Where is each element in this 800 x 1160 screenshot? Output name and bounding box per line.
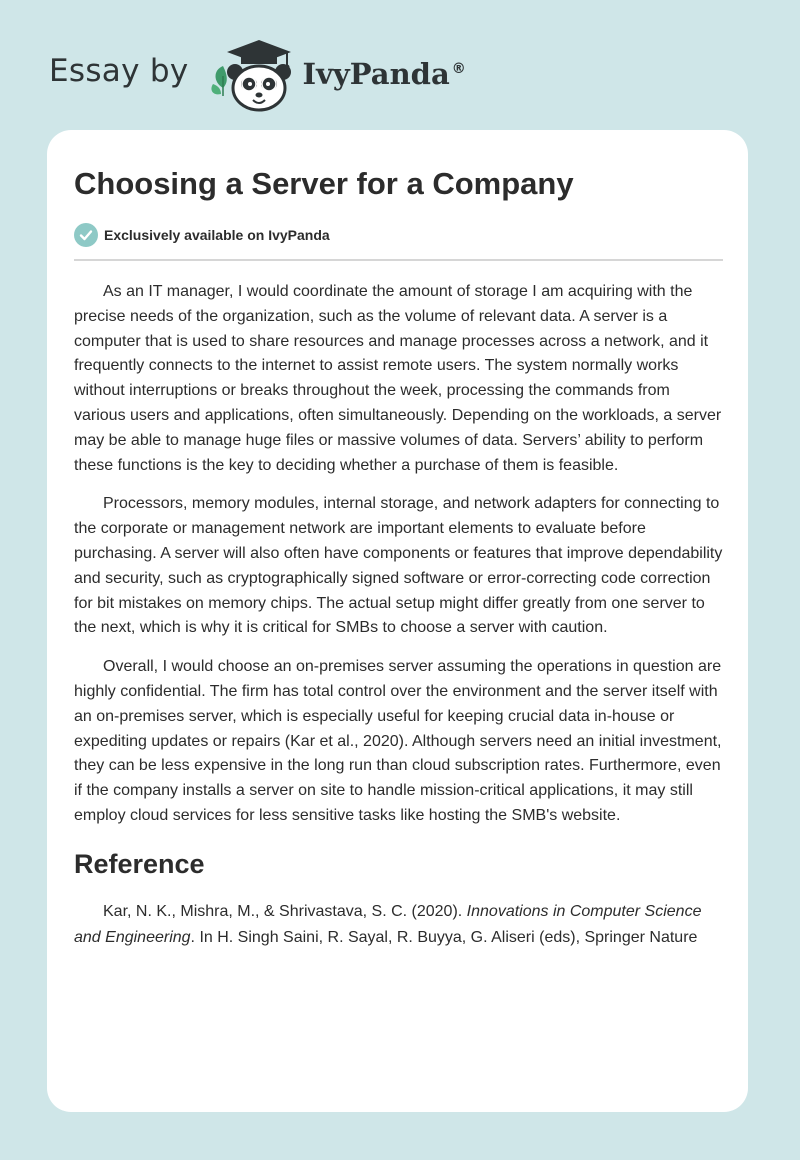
site-header [49, 36, 466, 116]
essay-title: Choosing a Server for a Company [74, 166, 574, 201]
panda-graduate-icon [205, 36, 301, 116]
reference-entry [74, 899, 723, 951]
reference-book-title: Innovations in Computer Science and Engineering [74, 902, 702, 946]
registered-mark: ® [451, 61, 466, 78]
exclusive-badge [74, 222, 723, 248]
divider [74, 259, 723, 261]
badge-label: Exclusively available on IvyPanda [104, 227, 330, 243]
brand-prefix: Essay by [49, 53, 189, 89]
reference-details: . In H. Singh Saini, R. Sayal, R. Buyya, G. Aliseri (eds), Springer Nature [190, 928, 698, 946]
reference-heading: Reference [74, 848, 205, 879]
paragraph-1: As an IT manager, I would coordinate the amount of storage I am acquiring with the precise needs of the organization, such as the volume of relevant data. A server is a computer that is used to share resources and manage processes across a network, and it frequently connects to the internet to assist remote users. The system normally works without interruptions or breaks throughout the week, processing the commands from various users and applications, often simultaneously. Depending on the workloads, a server may be able to manage huge files or massive volumes of data. Servers’ ability to perform these functions is the key to deciding whether a purchase of them is feasible. [74, 283, 722, 474]
reference-authors: Kar, N. K., Mishra, M., & Shrivastava, S. C. (2020). [103, 902, 467, 920]
paragraph-2: Processors, memory modules, internal storage, and network adapters for connecting to the corporate or management network are important elements to evaluate before purchasing. A server will also often have components or features that improve dependability and security, such as cryptographically signed software or error-correcting code correction for bit mistakes on memory chips. The actual setup might differ greatly from one server to the next, which is why it is critical for SMBs to choose a server with caution. [74, 495, 723, 637]
paragraph-3: Overall, I would choose an on-premises server assuming the operations in question are highly confidential. The firm has total control over the environment and the server itself with an on-premises server, which is especially useful for keeping crucial data in-house or expediting updates or repairs (Kar et al., 2020). Although servers need an initial investment, they can be less expensive in the long run than cloud subscription rates. Furthermore, even if the company installs a server on site to handle mission-critical applications, it may still employ cloud services for less sensitive tasks like hosting the SMB's website. [74, 658, 722, 824]
checkmark-circle-icon [74, 223, 98, 247]
essay-card [47, 130, 748, 1112]
brand-name: IvyPanda ® [302, 57, 466, 91]
essay-content [74, 164, 723, 951]
